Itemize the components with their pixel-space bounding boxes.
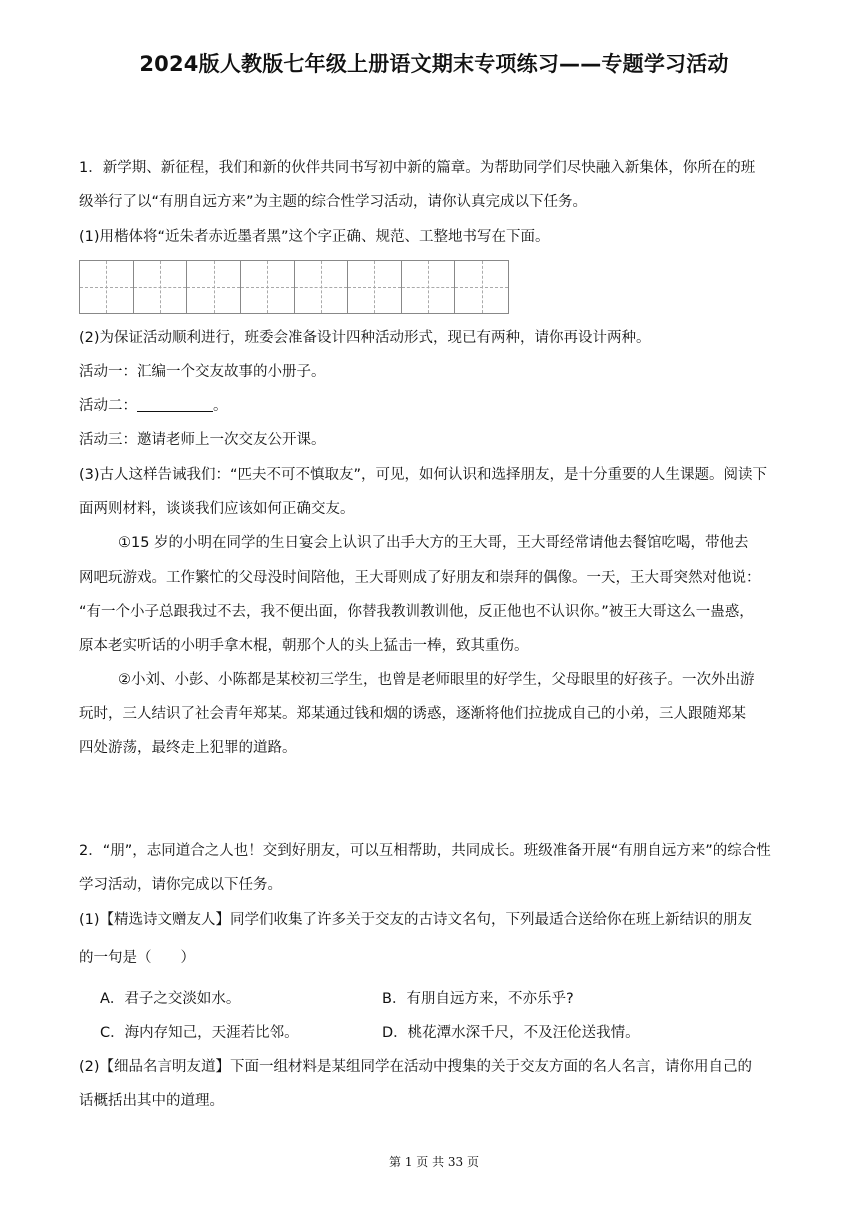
grid-cell[interactable]	[80, 261, 134, 313]
activity-1: 活动一：汇编一个交友故事的小册子。	[79, 364, 326, 380]
answer-blank[interactable]	[137, 397, 213, 412]
grid-cell[interactable]	[134, 261, 188, 313]
q2-sub1: (1)【精选诗文赠友人】同学们收集了许多关于交友的古诗文名句，下列最适合送给你在班上新结识的朋友	[79, 912, 753, 928]
option-b[interactable]: B．有朋自远方来，不亦乐乎?	[382, 991, 574, 1007]
q2-sub1: 的一句是（ ）	[79, 950, 195, 966]
option-d[interactable]: D．桃花潭水深千尺，不及汪伦送我情。	[382, 1025, 640, 1041]
material-1: 原本老实听话的小明手拿木棍，朝那个人的头上猛击一棒，致其重伤。	[79, 638, 529, 654]
grid-cell[interactable]	[455, 261, 508, 313]
option-a[interactable]: A．君子之交淡如水。	[100, 991, 241, 1007]
writing-grid[interactable]	[79, 260, 509, 314]
q2-text: 2．“朋”，志同道合之人也！交到好朋友，可以互相帮助，共同成长。班级准备开展“有朋自远方来”的综合性	[79, 843, 771, 859]
q1-sub3: (3)古人这样告诫我们：“匹夫不可不慎取友”，可见，如何认识和选择朋友，是十分重要的人生课题。阅读下	[79, 467, 768, 483]
activity-2	[79, 396, 228, 416]
q1-sub2: (2)为保证活动顺利进行，班委会准备设计四种活动形式，现已有两种，请你再设计两种。	[79, 330, 651, 346]
page-number: 第 1 页 共 33 页	[389, 1155, 479, 1169]
activity-2-label: 活动二：	[79, 398, 137, 414]
grid-cell[interactable]	[295, 261, 349, 313]
material-1: ①15 岁的小明在同学的生日宴会上认识了出手大方的王大哥，王大哥经常请他去餐馆吃喝，带他去	[118, 535, 749, 551]
material-2: 玩时，三人结识了社会青年郑某。郑某通过钱和烟的诱惑，逐渐将他们拉拢成自己的小弟，三人跟随郑某	[79, 706, 746, 722]
grid-cell[interactable]	[187, 261, 241, 313]
q2-text: 学习活动，请你完成以下任务。	[79, 877, 282, 893]
q1-text: 1．新学期、新征程，我们和新的伙伴共同书写初中新的篇章。为帮助同学们尽快融入新集体，你所在的班	[79, 160, 756, 176]
grid-cell[interactable]	[348, 261, 402, 313]
q2-sub2: 话概括出其中的道理。	[79, 1093, 224, 1109]
q2-sub2: (2)【细品名言明友道】下面一组材料是某组同学在活动中搜集的关于交友方面的名人名言，请你用自己的	[79, 1059, 753, 1075]
grid-cell[interactable]	[402, 261, 456, 313]
page-title: 2024版人教版七年级上册语文期末专项练习——专题学习活动	[139, 52, 729, 76]
q1-sub3: 面两则材料，谈谈我们应该如何正确交友。	[79, 501, 355, 517]
activity-2-end: 。	[213, 398, 228, 414]
q1-text: 级举行了以“有朋自远方来”为主题的综合性学习活动，请你认真完成以下任务。	[79, 194, 588, 210]
material-2: 四处游荡，最终走上犯罪的道路。	[79, 740, 297, 756]
grid-cell[interactable]	[241, 261, 295, 313]
material-2: ②小刘、小彭、小陈都是某校初三学生，也曾是老师眼里的好学生，父母眼里的好孩子。一次外出游	[118, 672, 755, 688]
option-c[interactable]: C．海内存知己，天涯若比邻。	[100, 1025, 299, 1041]
activity-3: 活动三：邀请老师上一次交友公开课。	[79, 432, 326, 448]
material-1: 网吧玩游戏。工作繁忙的父母没时间陪他，王大哥则成了好朋友和崇拜的偶像。一天，王大哥突然对他说：	[79, 570, 761, 586]
material-1: “有一个小子总跟我过不去，我不便出面，你替我教训教训他，反正他也不认识你。”被王大哥这么一蛊惑，	[79, 604, 754, 620]
q1-sub1: (1)用楷体将“近朱者赤近墨者黑”这个字正确、规范、工整地书写在下面。	[79, 229, 550, 245]
